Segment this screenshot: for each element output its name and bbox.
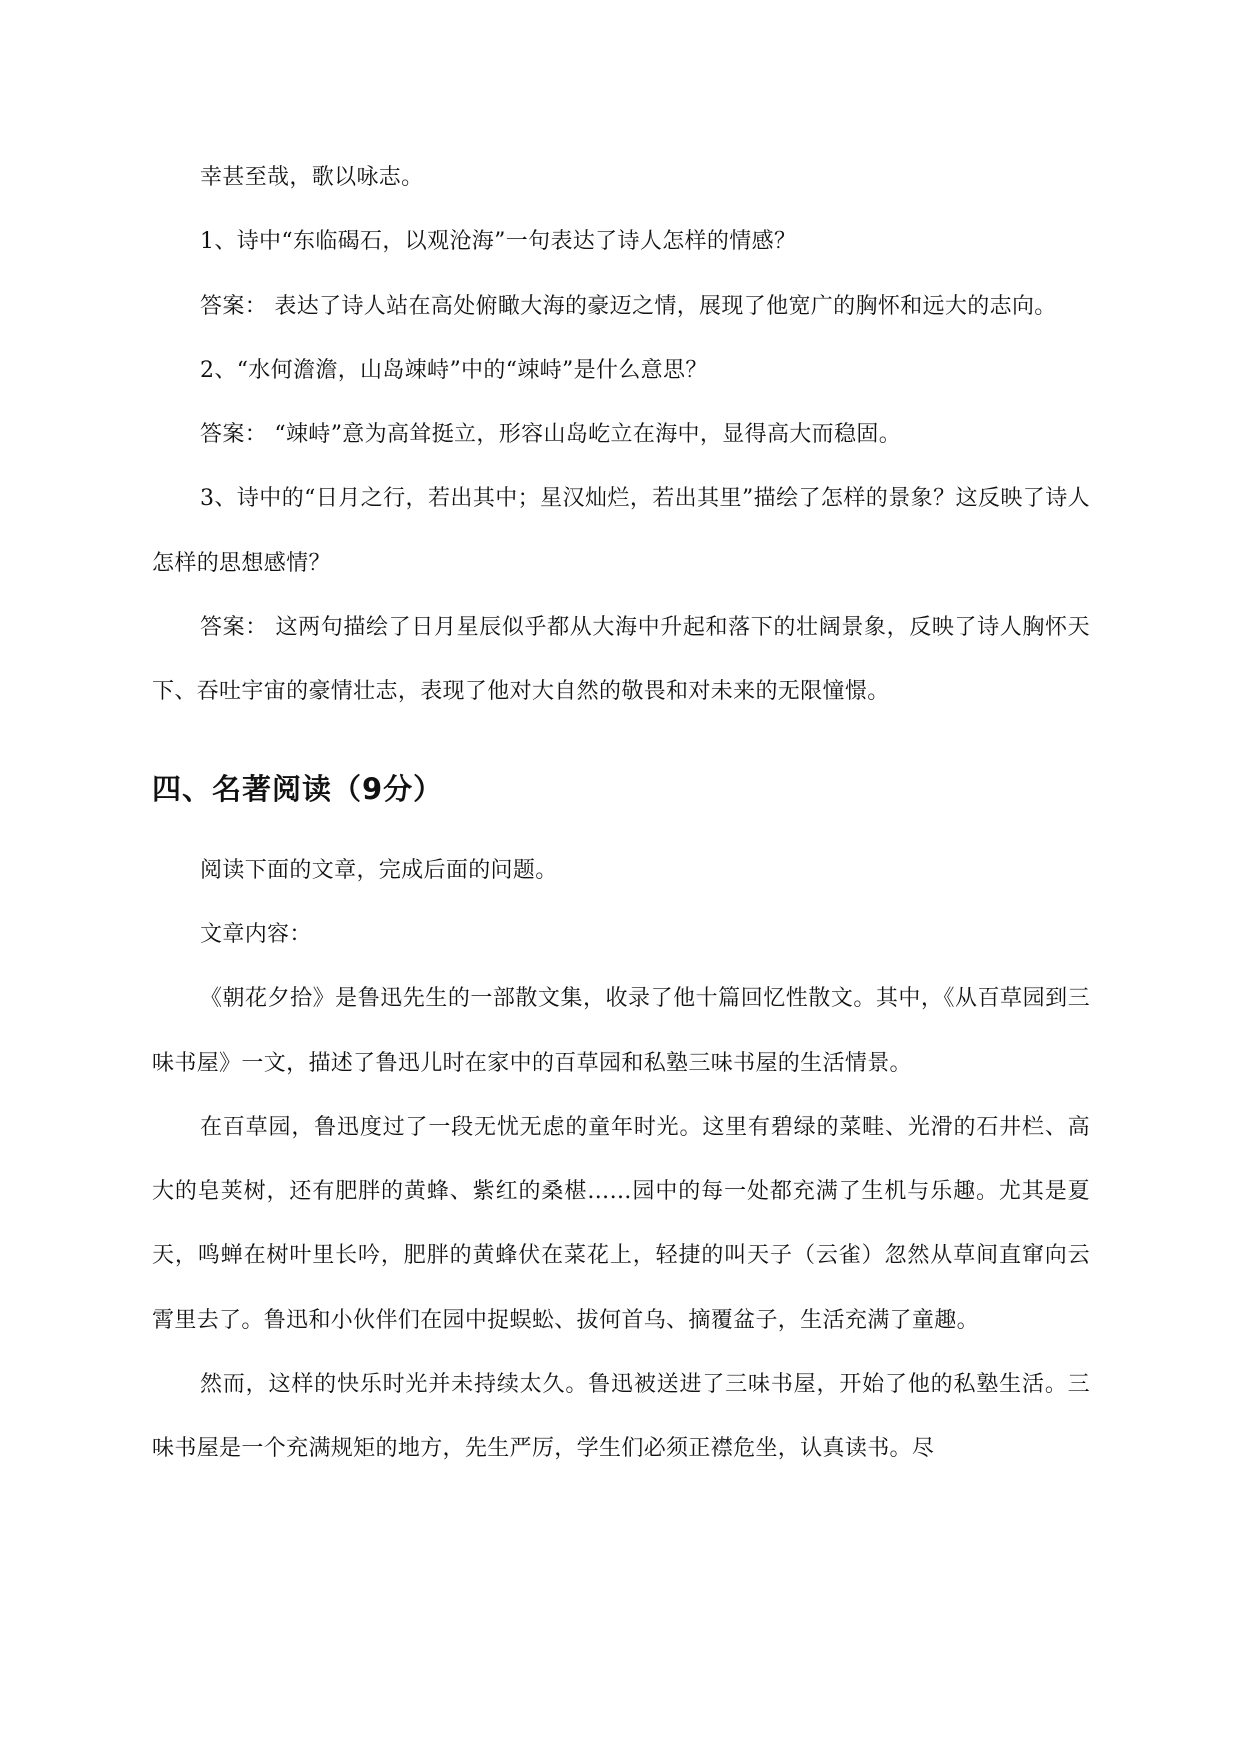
article-label: 文章内容： [200, 921, 312, 947]
question-1: 1、诗中“东临碣石，以观沧海”一句表达了诗人怎样的情感？ [200, 229, 797, 255]
article-paragraph-2: 在百草园，鲁迅度过了一段无忧无虑的童年时光。这里有碧绿的菜畦、光滑的石井栏、高大的皂荚树，还有肥胖的黄蜂、紫红的桑椹……园中的每一处都充满了生机与乐趣。尤其是夏天，鸣蝉在树叶里长吟，肥胖的黄蜂伏在菜花上，轻捷的叫天子（云雀）忽然从草间直窜向云霄里去了。鲁迅和小伙伴们在园中捉蜈蚣、拔何首乌、摘覆盆子，生活充满了童趣。 [152, 1114, 1090, 1333]
section-heading: 四、名著阅读（9分） [152, 771, 444, 806]
answer-1: 答案： 表达了诗人站在高处俯瞰大海的豪迈之情，展现了他宽广的胸怀和远大的志向。 [200, 293, 1057, 319]
answer-2: 答案： “竦峙”意为高耸挺立，形容山岛屹立在海中，显得高大而稳固。 [200, 422, 902, 448]
reading-instruction: 阅读下面的文章，完成后面的问题。 [200, 857, 558, 883]
poem-closing-line: 幸甚至哉，歌以咏志。 [200, 165, 424, 190]
article-paragraph-1: 《朝花夕拾》是鲁迅先生的一部散文集，收录了他十篇回忆性散文。其中，《从百草园到三味书屋》一文，描述了鲁迅儿时在家中的百草园和私塾三味书屋的生活情景。 [152, 986, 1090, 1076]
answer-3: 答案： 这两句描绘了日月星辰似乎都从大海中升起和落下的壮阔景象，反映了诗人胸怀天下、吞吐宇宙的豪情壮志，表现了他对大自然的敬畏和对未来的无限憧憬。 [152, 615, 1090, 705]
question-3: 3、诗中的“日月之行，若出其中；星汉灿烂，若出其里”描绘了怎样的景象？这反映了诗人怎样的思想感情？ [152, 486, 1090, 576]
article-paragraph-3: 然而，这样的快乐时光并未持续太久。鲁迅被送进了三味书屋，开始了他的私塾生活。三味书屋是一个充满规矩的地方，先生严厉，学生们必须正襟危坐，认真读书。尽 [152, 1372, 1090, 1462]
question-2: 2、“水何澹澹，山岛竦峙”中的“竦峙”是什么意思？ [200, 357, 708, 383]
document-body [152, 146, 1090, 1482]
